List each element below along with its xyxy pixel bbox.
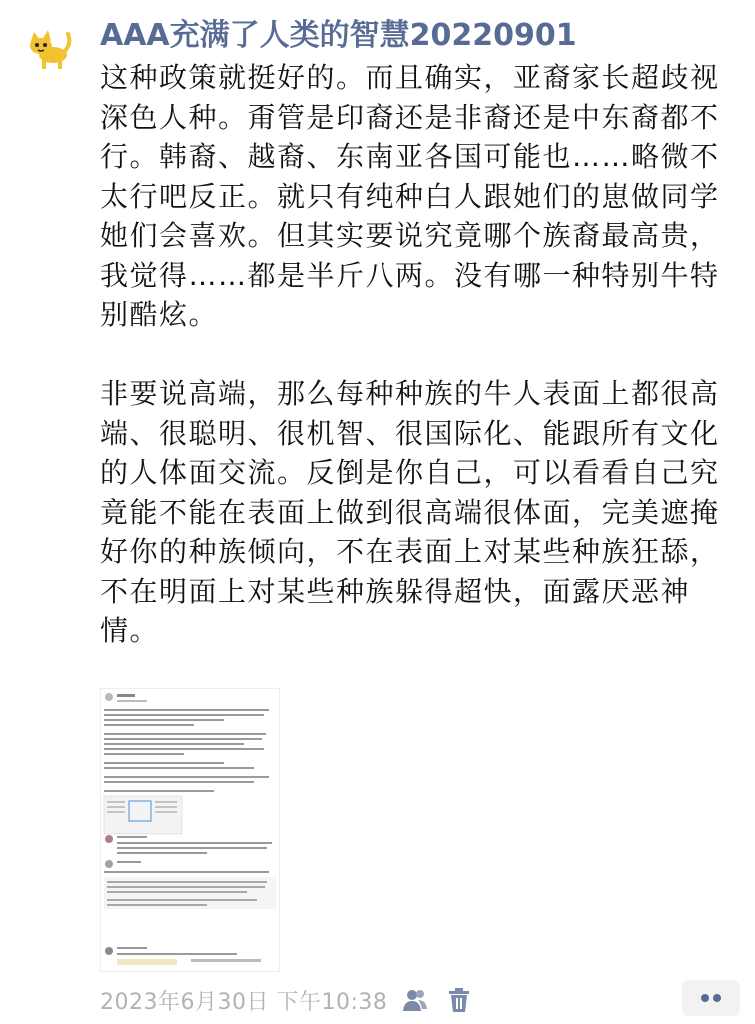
post-content [100,58,740,651]
attached-image[interactable] [100,688,280,972]
more-dots-icon [696,992,726,1004]
more-options-button[interactable] [682,980,740,1016]
paragraph-gap [100,335,740,375]
author-name[interactable]: AAA充满了人类的智慧20220901 [100,18,577,53]
trash-icon[interactable] [443,984,475,1016]
post-meta [100,980,475,1020]
timestamp: 2023年6月30日 下午10:38 [100,989,388,1015]
avatar[interactable] [22,20,76,74]
post-paragraph-1: 这种政策就挺好的。而且确实，亚裔家长超歧视深色人种。甭管是印裔还是非裔还是中东裔都不行。韩裔、越裔、东南亚各国可能也……略微不太行吧反正。就只有纯种白人跟她们的崽做同学她们会喜欢。但其实要说究竟哪个族裔最高贵，我觉得……都是半斤八两。没有哪一种特别牛特别酷炫。 [100,61,720,331]
friends-visibility-icon[interactable] [399,984,431,1016]
cat-icon [24,22,74,72]
screenshot-thumbnail [101,689,279,971]
post-paragraph-2: 非要说高端，那么每种种族的牛人表面上都很高端、很聪明、很机智、很国际化、能跟所有文化的人体面交流。反倒是你自己，可以看看自己究竟能不能在表面上做到很高端很体面，完美遮掩好你的种族倾向，不在表面上对某些种族狂舔，不在明面上对某些种族躲得超快，面露厌恶神情。 [100,377,720,647]
